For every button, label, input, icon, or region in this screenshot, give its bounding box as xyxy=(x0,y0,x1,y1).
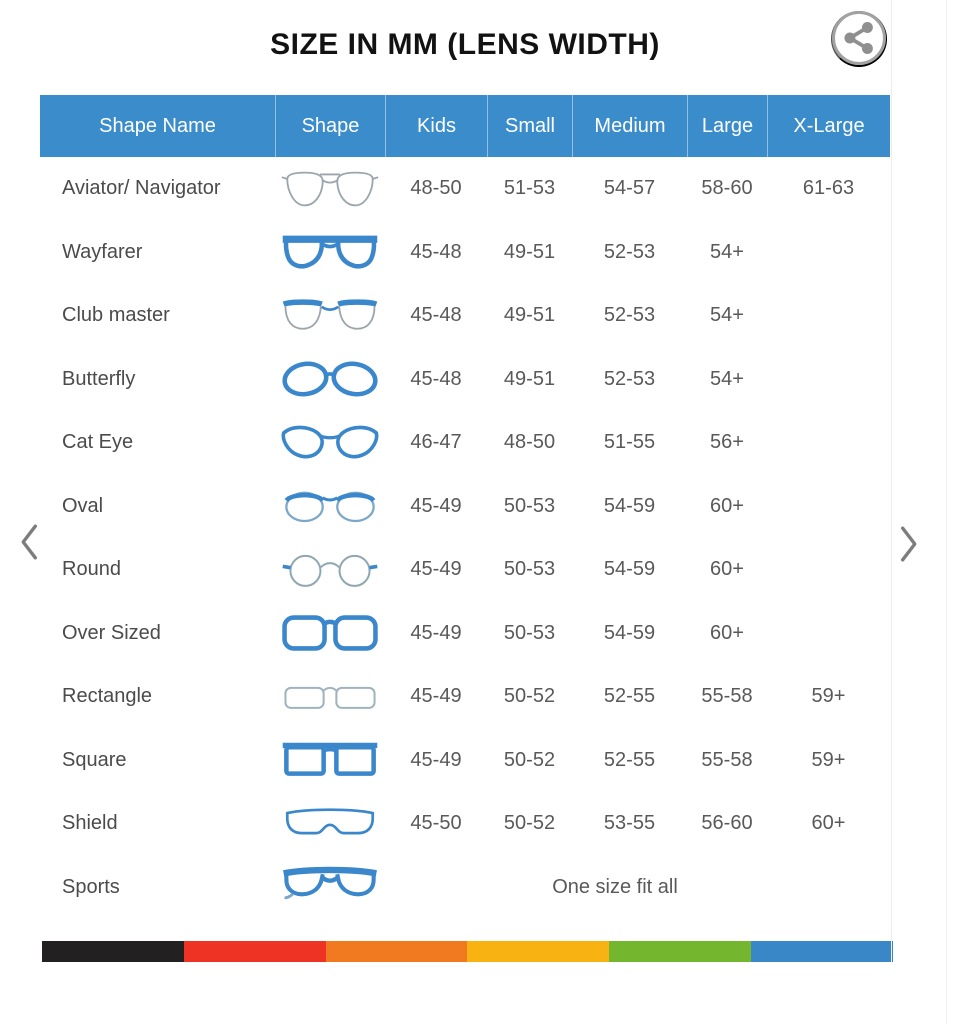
large-value-cell: 56+ xyxy=(710,431,744,454)
large-value-cell: 60+ xyxy=(710,494,744,517)
shape-name-cell: Round xyxy=(62,558,121,581)
xlarge-value-cell: 61-63 xyxy=(802,177,855,200)
small-value-cell: 50-52 xyxy=(503,748,556,771)
table-row xyxy=(40,348,890,412)
stripe-segment-6 xyxy=(751,941,893,962)
table-row xyxy=(40,157,890,221)
shape-icon-cell xyxy=(275,294,385,338)
small-value-cell: 49-51 xyxy=(503,304,556,327)
shape-name-cell: Sports xyxy=(62,875,120,898)
medium-value-cell: 52-53 xyxy=(603,304,656,327)
medium-value-cell: 54-59 xyxy=(603,621,656,644)
small-value-cell: 50-52 xyxy=(503,812,556,835)
stripe-segment-1 xyxy=(42,941,184,962)
kids-value-cell: 45-48 xyxy=(410,240,462,263)
clubmaster-glasses-icon xyxy=(280,294,380,338)
carousel-next-button[interactable] xyxy=(894,523,924,567)
shape-icon-cell xyxy=(275,865,385,909)
column-header-xlarge: X-Large xyxy=(767,95,890,157)
one-size-note: One size fit all xyxy=(552,875,678,898)
stripe-segment-3 xyxy=(326,941,468,962)
share-icon xyxy=(831,10,887,69)
small-value-cell: 50-52 xyxy=(503,685,556,708)
oval-glasses-icon xyxy=(280,484,380,528)
kids-value-cell: 45-49 xyxy=(410,621,462,644)
large-value-cell: 55-58 xyxy=(701,685,753,708)
card-right-edge xyxy=(891,0,892,963)
round-glasses-icon xyxy=(280,548,380,592)
large-value-cell: 60+ xyxy=(710,621,744,644)
small-value-cell: 49-51 xyxy=(503,240,556,263)
shape-icon-cell xyxy=(275,167,385,211)
table-row xyxy=(40,856,890,920)
large-value-cell: 58-60 xyxy=(701,177,753,200)
xlarge-value-cell: 60+ xyxy=(811,812,846,835)
kids-value-cell: 46-47 xyxy=(410,431,462,454)
shape-name-cell: Rectangle xyxy=(62,685,153,708)
medium-value-cell: 54-57 xyxy=(603,177,656,200)
shape-name-cell: Square xyxy=(62,748,127,771)
aviator-glasses-icon xyxy=(280,167,380,211)
page-right-edge xyxy=(946,0,947,1024)
kids-value-cell: 45-48 xyxy=(410,304,462,327)
stripe-segment-4 xyxy=(467,941,609,962)
medium-value-cell: 54-59 xyxy=(603,494,656,517)
oversized-glasses-icon xyxy=(280,611,380,655)
small-value-cell: 50-53 xyxy=(503,558,556,581)
table-row xyxy=(40,475,890,539)
table-row xyxy=(40,665,890,729)
column-header-kids: Kids xyxy=(385,95,487,157)
shape-name-cell: Cat Eye xyxy=(62,431,134,454)
wayfarer-glasses-icon xyxy=(280,230,380,274)
shape-icon-cell xyxy=(275,802,385,846)
kids-value-cell: 45-49 xyxy=(410,748,462,771)
footer-color-stripe xyxy=(42,941,893,962)
carousel-prev-button[interactable] xyxy=(14,521,44,565)
table-body xyxy=(40,157,890,919)
kids-value-cell: 45-49 xyxy=(410,494,462,517)
large-value-cell: 56-60 xyxy=(701,812,753,835)
kids-value-cell: 45-49 xyxy=(410,685,462,708)
kids-value-cell: 45-49 xyxy=(410,558,462,581)
share-button[interactable] xyxy=(831,11,887,67)
shape-icon-cell xyxy=(275,548,385,592)
table-header-row xyxy=(40,95,890,157)
shape-icon-cell xyxy=(275,484,385,528)
medium-value-cell: 52-53 xyxy=(603,367,656,390)
shape-name-cell: Wayfarer xyxy=(62,240,143,263)
butterfly-glasses-icon xyxy=(280,357,380,401)
column-header-large: Large xyxy=(687,95,767,157)
table-row xyxy=(40,729,890,793)
cateye-glasses-icon xyxy=(280,421,380,465)
column-header-medium: Medium xyxy=(572,95,687,157)
shape-name-cell: Shield xyxy=(62,812,118,835)
medium-value-cell: 54-59 xyxy=(603,558,656,581)
small-value-cell: 49-51 xyxy=(503,367,556,390)
chevron-left-icon xyxy=(18,522,40,565)
medium-value-cell: 52-53 xyxy=(603,240,656,263)
square-glasses-icon xyxy=(280,738,380,782)
shape-icon-cell xyxy=(275,675,385,719)
kids-value-cell: 45-48 xyxy=(410,367,462,390)
sports-glasses-icon xyxy=(280,865,380,909)
table-row xyxy=(40,602,890,666)
xlarge-value-cell: 59+ xyxy=(811,748,846,771)
table-row xyxy=(40,221,890,285)
page-title: SIZE IN MM (LENS WIDTH) xyxy=(270,28,660,61)
medium-value-cell: 53-55 xyxy=(603,812,656,835)
column-header-shape-name: Shape Name xyxy=(99,114,216,137)
xlarge-value-cell: 59+ xyxy=(811,685,846,708)
medium-value-cell: 51-55 xyxy=(603,431,656,454)
medium-value-cell: 52-55 xyxy=(603,748,656,771)
stripe-segment-2 xyxy=(184,941,326,962)
shape-icon-cell xyxy=(275,421,385,465)
shape-name-cell: Butterfly xyxy=(62,367,136,390)
small-value-cell: 51-53 xyxy=(503,177,556,200)
medium-value-cell: 52-55 xyxy=(603,685,656,708)
small-value-cell: 50-53 xyxy=(503,494,556,517)
shape-name-cell: Over Sized xyxy=(62,621,161,644)
large-value-cell: 55-58 xyxy=(701,748,753,771)
stripe-segment-5 xyxy=(609,941,751,962)
shape-icon-cell xyxy=(275,230,385,274)
table-row xyxy=(40,284,890,348)
column-header-shape: Shape xyxy=(275,95,385,157)
large-value-cell: 54+ xyxy=(710,367,744,390)
shape-name-cell: Aviator/ Navigator xyxy=(62,177,221,200)
large-value-cell: 54+ xyxy=(710,240,744,263)
size-table xyxy=(40,95,890,898)
chevron-right-icon xyxy=(898,524,920,567)
large-value-cell: 54+ xyxy=(710,304,744,327)
small-value-cell: 50-53 xyxy=(503,621,556,644)
kids-value-cell: 48-50 xyxy=(410,177,462,200)
table-row xyxy=(40,792,890,856)
shape-icon-cell xyxy=(275,738,385,782)
column-header-small: Small xyxy=(487,95,572,157)
shield-glasses-icon xyxy=(280,802,380,846)
shape-name-cell: Club master xyxy=(62,304,170,327)
shape-icon-cell xyxy=(275,357,385,401)
shape-icon-cell xyxy=(275,611,385,655)
small-value-cell: 48-50 xyxy=(503,431,556,454)
large-value-cell: 60+ xyxy=(710,558,744,581)
rectangle-glasses-icon xyxy=(280,675,380,719)
table-row xyxy=(40,538,890,602)
table-row xyxy=(40,411,890,475)
kids-value-cell: 45-50 xyxy=(410,812,462,835)
shape-name-cell: Oval xyxy=(62,494,104,517)
